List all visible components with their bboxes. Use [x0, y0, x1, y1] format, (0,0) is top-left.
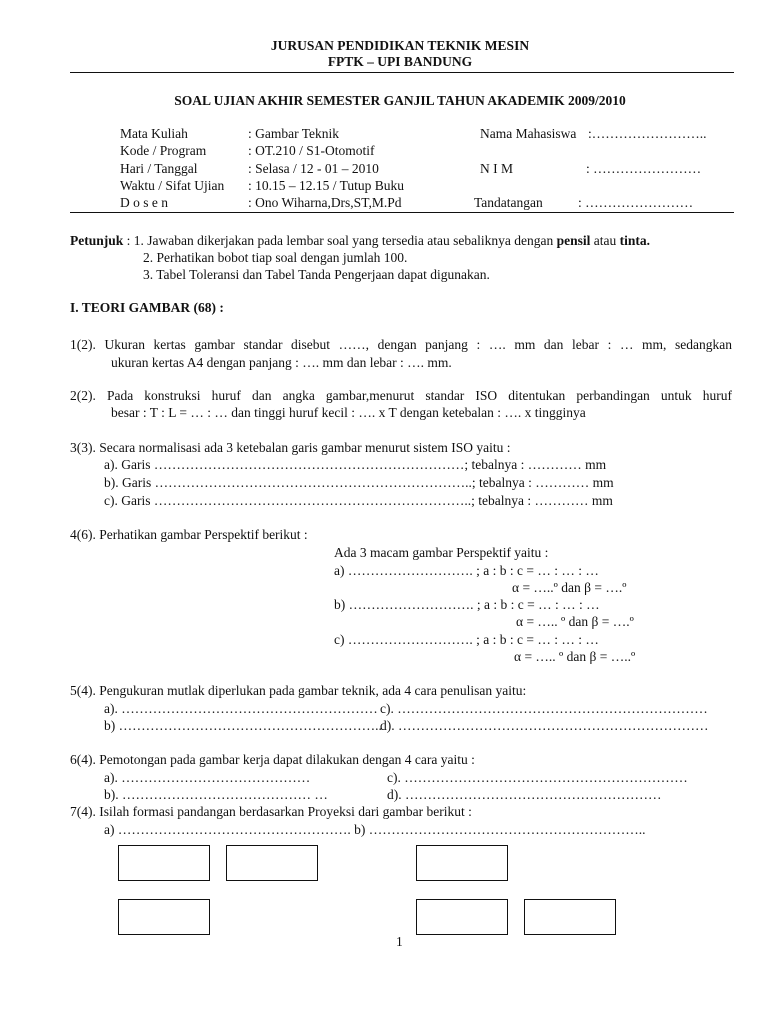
- question-1-line-2: ukuran kertas A4 dengan panjang : …. mm dan lebar : …. mm.: [111, 355, 452, 370]
- info-right-label: Nama Mahasiswa: [480, 126, 577, 141]
- projection-view-box: [118, 845, 210, 881]
- question-5-answer-c: c). ……………………………………………………………: [380, 701, 708, 716]
- perspective-angles: α = …..º dan β = ….º: [512, 580, 627, 595]
- question-5-answer-a: a). …………………………………………………: [104, 701, 378, 716]
- info-value: : Gambar Teknik: [248, 126, 340, 141]
- question-5-answer-d: d). ……………………………………………………………: [380, 718, 709, 733]
- projection-view-box: [416, 899, 508, 935]
- instructions-line-1: [70, 233, 650, 249]
- exam-title: SOAL UJIAN AKHIR SEMESTER GANJIL TAHUN AKADEMIK 2009/2010: [174, 93, 626, 108]
- institution-line-2: FPTK – UPI BANDUNG: [327, 54, 473, 69]
- perspective-row: c) ………………………. ; a : b : c = … : … : …: [334, 632, 599, 647]
- question-5-line-1: 5(4). Pengukuran mutlak diperlukan pada gambar teknik, ada 4 cara penulisan yaitu:: [70, 683, 527, 698]
- projection-view-box: [118, 899, 210, 935]
- perspective-angles: α = ….. º dan β = …..º: [514, 649, 636, 664]
- instructions-line-2: 2. Perhatikan bobot tiap soal dengan jumlah 100.: [143, 250, 408, 265]
- projection-view-box: [226, 845, 318, 881]
- instructions-label: Petunjuk: [70, 233, 124, 248]
- info-right-label: N I M: [480, 161, 513, 176]
- question-6-answer-b: b). …………………………………… …: [104, 787, 328, 802]
- info-right-label: Tandatangan: [474, 195, 543, 210]
- perspective-row: a) ………………………. ; a : b : c = … : … : …: [334, 563, 599, 578]
- info-right-value: : ……………………: [578, 195, 694, 210]
- section-title: I. TEORI GAMBAR (68) :: [70, 300, 224, 315]
- perspective-row: b) ………………………. ; a : b : c = … : … : …: [334, 597, 600, 612]
- info-right-value: :……………………..: [588, 126, 707, 141]
- instructions-text: atau: [590, 233, 620, 248]
- projection-view-box: [524, 899, 616, 935]
- question-3-item: a). Garis ……………………………………………………………; tebalnya : ………… mm: [104, 457, 607, 472]
- info-label: D o s e n: [120, 195, 168, 210]
- question-6-answer-d: d). …………………………………………………: [387, 787, 662, 802]
- question-7-line-2: a) ……………………………………………. b) ……………………………………………………..: [104, 822, 646, 837]
- instructions-bold: pensil: [556, 233, 591, 248]
- instructions-line-3: 3. Tabel Toleransi dan Tabel Tanda Pengerjaan dapat digunakan.: [143, 267, 490, 282]
- info-value: : Selasa / 12 - 01 – 2010: [248, 161, 379, 176]
- instructions-bold: tinta.: [619, 233, 650, 248]
- info-label: Hari / Tanggal: [120, 161, 198, 176]
- info-value: : OT.210 / S1-Otomotif: [248, 143, 375, 158]
- question-4-intro: Ada 3 macam gambar Perspektif yaitu :: [334, 545, 549, 560]
- question-4-line-1: 4(6). Perhatikan gambar Perspektif berikut :: [70, 527, 308, 542]
- question-3-item: c). Garis ……………………………………………………………..; tebalnya : ………… mm: [104, 493, 613, 508]
- page-number: 1: [396, 934, 403, 949]
- institution-line-1: JURUSAN PENDIDIKAN TEKNIK MESIN: [270, 38, 530, 53]
- header-divider: [70, 72, 734, 73]
- question-1-line-1: 1(2). Ukuran kertas gambar standar disebut ……, dengan panjang : …. mm dan lebar : … mm, sedangkan: [70, 337, 732, 352]
- projection-view-box: [416, 845, 508, 881]
- info-value: : 10.15 – 12.15 / Tutup Buku: [248, 178, 405, 193]
- question-5-answer-b: b) …………………………………………………..: [104, 718, 382, 733]
- question-6-answer-c: c). ………………………………………………………: [387, 770, 688, 785]
- question-2-line-1: 2(2). Pada konstruksi huruf dan angka gambar,menurut standar ISO ditentukan perbandingan untuk huruf: [70, 388, 732, 403]
- info-value: : Ono Wiharna,Drs,ST,M.Pd: [248, 195, 402, 210]
- info-label: Kode / Program: [120, 143, 207, 158]
- question-7-line-1: 7(4). Isilah formasi pandangan berdasarkan Proyeksi dari gambar berikut :: [70, 804, 472, 819]
- instructions-text: : 1. Jawaban dikerjakan pada lembar soal yang tersedia atau sebaliknya dengan: [123, 233, 557, 248]
- info-right-value: : ……………………: [586, 161, 702, 176]
- question-2-line-2: besar : T : L = … : … dan tinggi huruf kecil : …. x T dengan ketebalan : …. x tingginya: [111, 405, 586, 420]
- info-divider: [70, 212, 734, 213]
- question-3-line-1: 3(3). Secara normalisasi ada 3 ketebalan garis gambar menurut sistem ISO yaitu :: [70, 440, 511, 455]
- info-label: Waktu / Sifat Ujian: [120, 178, 225, 193]
- question-6-answer-a: a). ……………………………………: [104, 770, 311, 785]
- question-3-item: b). Garis ……………………………………………………………..; tebalnya : ………… mm: [104, 475, 614, 490]
- info-label: Mata Kuliah: [120, 126, 188, 141]
- question-6-line-1: 6(4). Pemotongan pada gambar kerja dapat dilakukan dengan 4 cara yaitu :: [70, 752, 475, 767]
- perspective-angles: α = ….. º dan β = ….º: [516, 614, 634, 629]
